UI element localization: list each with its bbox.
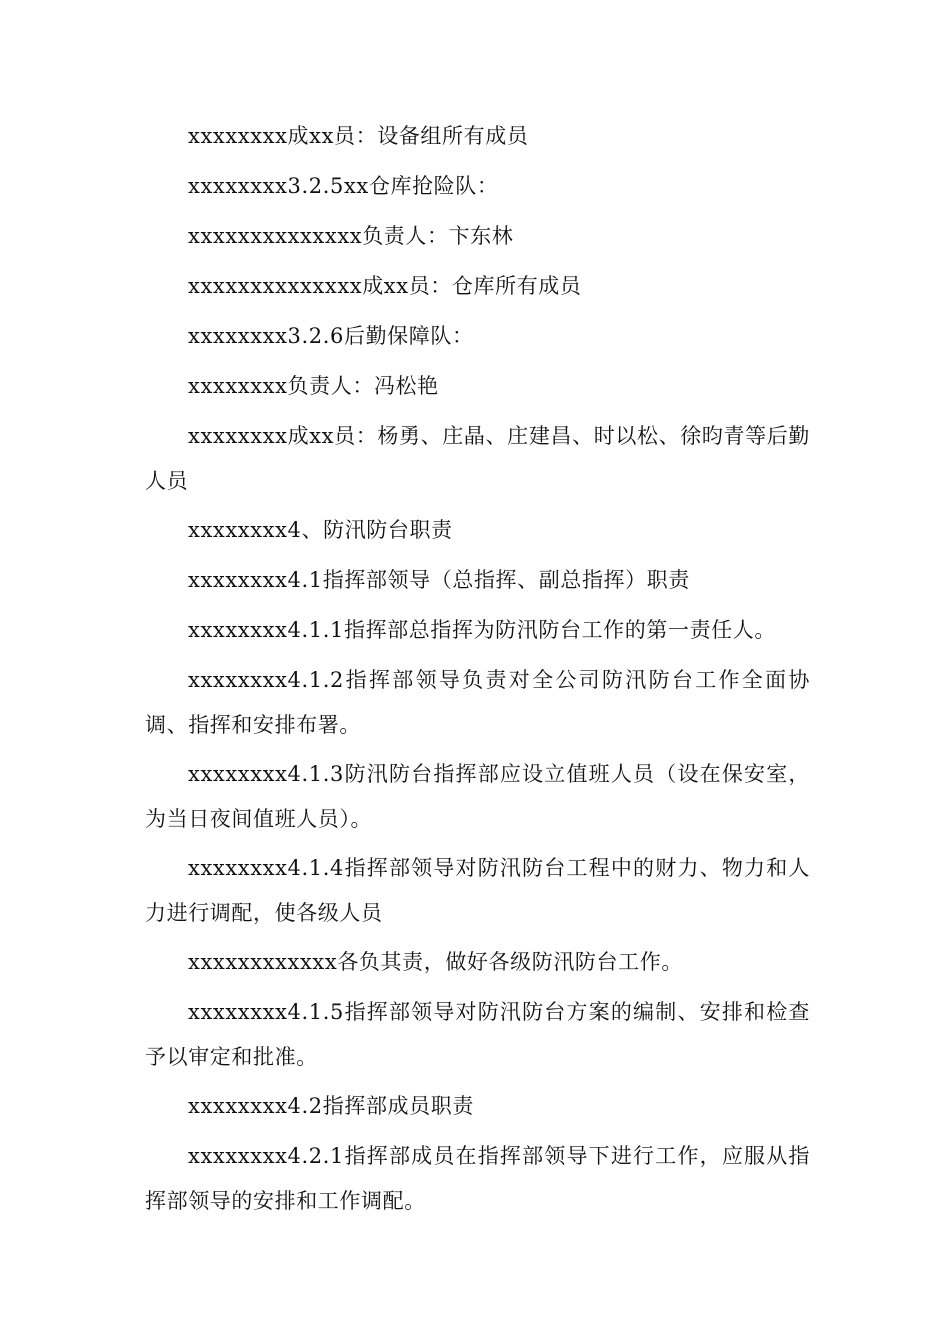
paragraph: xxxxxxxx4.1.3防汛防台指挥部应设立值班人员（设在保安室，为当日夜间值班人员）。 bbox=[145, 762, 810, 831]
paragraph: xxxxxxxx3.2.6后勤保障队： bbox=[188, 324, 474, 348]
paragraph: xxxxxxxxxxxxxx成xx员：仓库所有成员 bbox=[188, 274, 582, 298]
paragraph: xxxxxxxx成xx员：杨勇、庄晶、庄建昌、时以松、徐昀青等后勤人员 bbox=[145, 424, 810, 493]
paragraph: xxxxxxxx4.2.1指挥部成员在指挥部领导下进行工作，应服从指挥部领导的安排和工作调配。 bbox=[145, 1144, 810, 1213]
subsection-heading: xxxxxxxx4.1指挥部领导（总指挥、副总指挥）职责 bbox=[188, 568, 690, 592]
section-heading: xxxxxxxx4、防汛防台职责 bbox=[188, 518, 453, 542]
subsection-heading: xxxxxxxx4.2指挥部成员职责 bbox=[188, 1094, 474, 1118]
paragraph: xxxxxxxx3.2.5xx仓库抢险队： bbox=[188, 174, 499, 198]
paragraph: xxxxxxxx负责人：冯松艳 bbox=[188, 374, 439, 398]
document-body bbox=[145, 114, 810, 1228]
paragraph: xxxxxxxxxxxxxx负责人：卞东林 bbox=[188, 224, 514, 248]
paragraph: xxxxxxxx4.1.1指挥部总指挥为防汛防台工作的第一责任人。 bbox=[188, 618, 776, 642]
paragraph: xxxxxxxx成xx员：设备组所有成员 bbox=[188, 124, 529, 148]
paragraph: xxxxxxxx4.1.2指挥部领导负责对全公司防汛防台工作全面协调、指挥和安排布署。 bbox=[145, 668, 810, 737]
paragraph: xxxxxxxx4.1.5指挥部领导对防汛防台方案的编制、安排和检查予以审定和批准。 bbox=[145, 1000, 810, 1069]
paragraph: xxxxxxxx4.1.4指挥部领导对防汛防台工程中的财力、物力和人力进行调配，使各级人员 bbox=[145, 856, 810, 925]
paragraph: xxxxxxxxxxxx各负其责，做好各级防汛防台工作。 bbox=[188, 950, 683, 974]
